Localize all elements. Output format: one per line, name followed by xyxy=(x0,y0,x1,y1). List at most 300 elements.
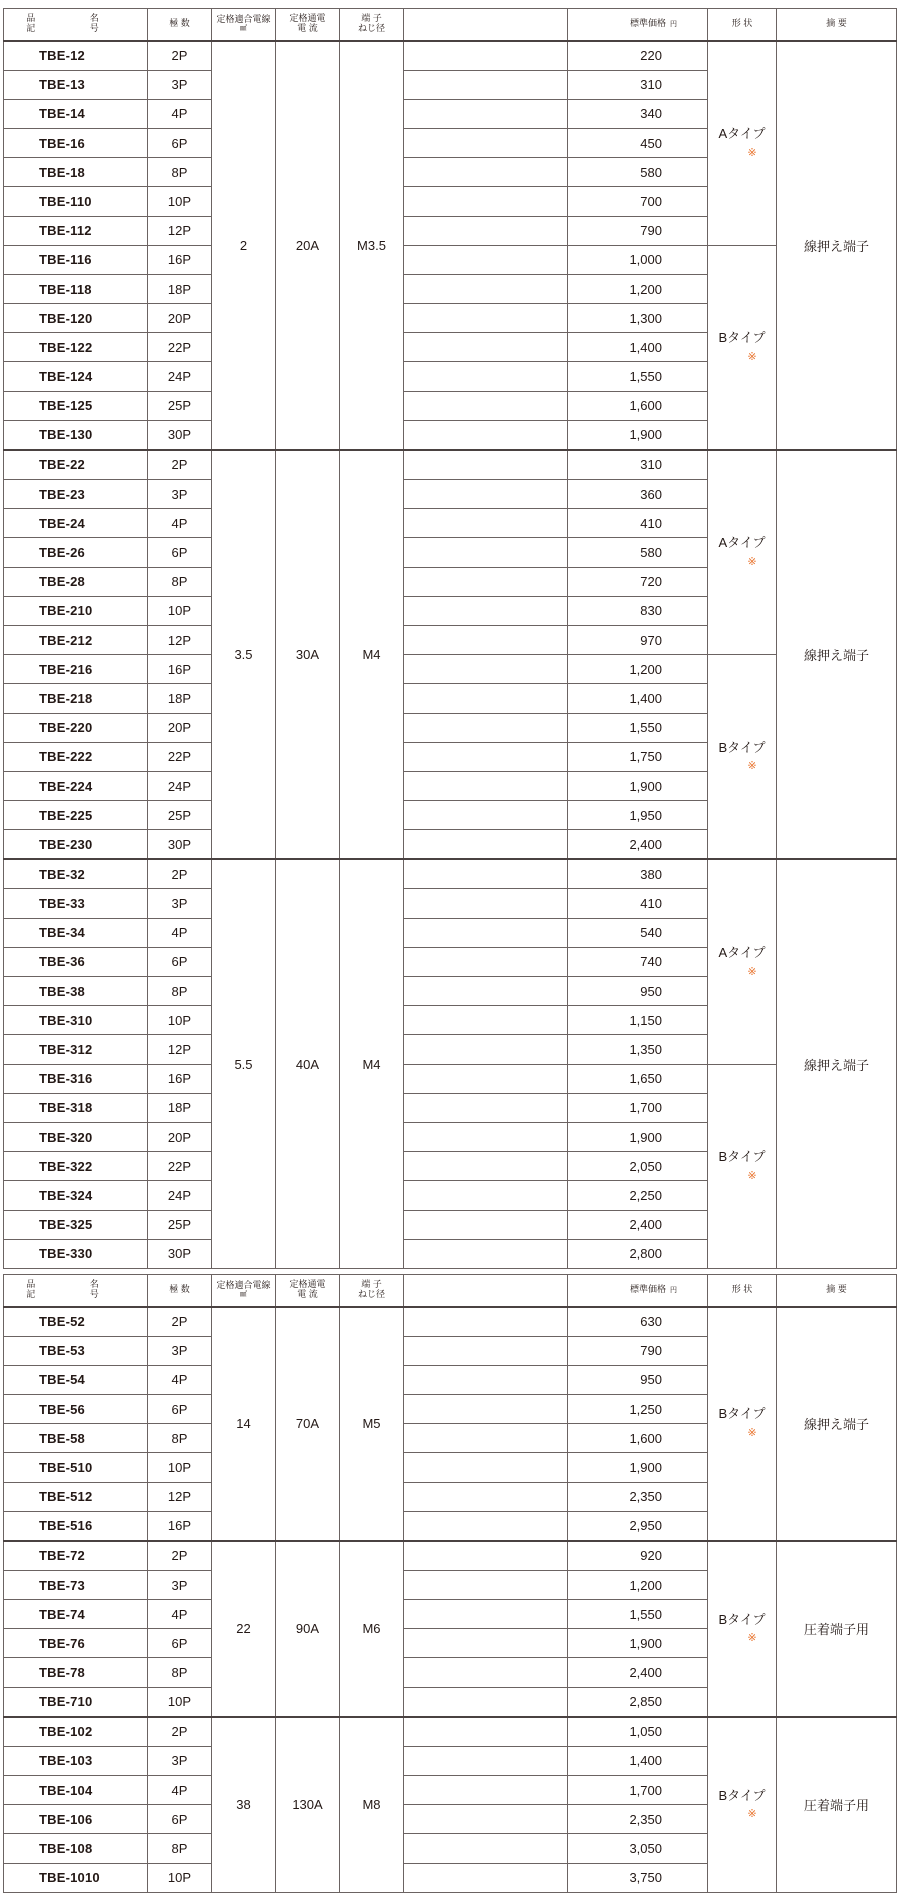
standard-price: 2,400 xyxy=(568,1658,708,1687)
pole-count: 6P xyxy=(148,947,212,976)
standard-price: 700 xyxy=(568,187,708,216)
model-code: TBE-110 xyxy=(4,187,148,216)
pole-count: 4P xyxy=(148,1365,212,1394)
wire-size: 5.5 xyxy=(212,859,276,1268)
model-code: TBE-76 xyxy=(4,1629,148,1658)
standard-price: 360 xyxy=(568,480,708,509)
standard-price: 970 xyxy=(568,625,708,654)
pole-count: 6P xyxy=(148,1805,212,1834)
pole-count: 8P xyxy=(148,567,212,596)
blank-cell xyxy=(404,128,568,157)
pole-count: 2P xyxy=(148,1307,212,1337)
model-code: TBE-512 xyxy=(4,1482,148,1511)
note-text: 圧着端子用 xyxy=(777,1541,897,1717)
blank-cell xyxy=(404,625,568,654)
model-code: TBE-112 xyxy=(4,216,148,245)
model-code: TBE-58 xyxy=(4,1424,148,1453)
header-wire-label: 定格適合電線 xyxy=(216,14,271,25)
pole-count: 3P xyxy=(148,1570,212,1599)
standard-price: 830 xyxy=(568,596,708,625)
standard-price: 740 xyxy=(568,947,708,976)
blank-cell xyxy=(404,1863,568,1892)
model-code: TBE-53 xyxy=(4,1336,148,1365)
standard-price: 1,000 xyxy=(568,245,708,274)
standard-price: 3,750 xyxy=(568,1863,708,1892)
standard-price: 2,350 xyxy=(568,1805,708,1834)
blank-cell xyxy=(404,1453,568,1482)
standard-price: 1,700 xyxy=(568,1093,708,1122)
model-code: TBE-225 xyxy=(4,801,148,830)
note-mark: ※ xyxy=(747,1632,757,1645)
pole-count: 8P xyxy=(148,1834,212,1863)
standard-price: 1,400 xyxy=(568,1746,708,1775)
header-shape: 形 状 xyxy=(708,9,777,41)
wire-size: 3.5 xyxy=(212,450,276,859)
shape-label: Aタイプ xyxy=(718,535,766,551)
header-price-unit: 円 xyxy=(670,21,677,29)
standard-price: 1,550 xyxy=(568,362,708,391)
screw-size: M5 xyxy=(340,1307,404,1541)
model-code: TBE-34 xyxy=(4,918,148,947)
shape-label: Bタイプ xyxy=(718,1149,766,1165)
model-code: TBE-310 xyxy=(4,1006,148,1035)
blank-cell xyxy=(404,1006,568,1035)
rated-current: 130A xyxy=(276,1717,340,1893)
standard-price: 1,550 xyxy=(568,713,708,742)
header-price-label: 標準価格 xyxy=(629,1284,666,1295)
model-code: TBE-104 xyxy=(4,1776,148,1805)
standard-price: 410 xyxy=(568,509,708,538)
screw-size: M4 xyxy=(340,859,404,1268)
model-code: TBE-324 xyxy=(4,1181,148,1210)
pole-count: 10P xyxy=(148,1006,212,1035)
blank-cell xyxy=(404,1776,568,1805)
standard-price: 3,050 xyxy=(568,1834,708,1863)
header-current xyxy=(276,9,340,41)
standard-price: 580 xyxy=(568,538,708,567)
standard-price: 1,750 xyxy=(568,742,708,771)
shape-label: Bタイプ xyxy=(718,1611,766,1627)
standard-price: 1,900 xyxy=(568,1453,708,1482)
pole-count: 2P xyxy=(148,41,212,71)
model-code: TBE-118 xyxy=(4,274,148,303)
shape-type xyxy=(708,1541,777,1717)
pole-count: 30P xyxy=(148,420,212,450)
standard-price: 2,400 xyxy=(568,1210,708,1239)
model-code: TBE-125 xyxy=(4,391,148,420)
note-mark: ※ xyxy=(747,760,757,773)
standard-price: 1,550 xyxy=(568,1600,708,1629)
note-text: 圧着端子用 xyxy=(777,1717,897,1893)
model-code: TBE-318 xyxy=(4,1093,148,1122)
pole-count: 24P xyxy=(148,771,212,800)
blank-cell xyxy=(404,567,568,596)
pole-count: 4P xyxy=(148,1600,212,1629)
header-screw-line1: 端 子 xyxy=(361,1279,382,1290)
header-price-unit: 円 xyxy=(670,1287,677,1295)
blank-cell xyxy=(404,889,568,918)
blank-cell xyxy=(404,41,568,71)
standard-price: 2,950 xyxy=(568,1511,708,1541)
blank-cell xyxy=(404,977,568,1006)
standard-price: 1,400 xyxy=(568,333,708,362)
table-row xyxy=(4,655,897,684)
model-code: TBE-222 xyxy=(4,742,148,771)
pole-count: 8P xyxy=(148,1658,212,1687)
note-mark: ※ xyxy=(747,1169,757,1182)
header-row xyxy=(4,1275,897,1307)
standard-price: 2,250 xyxy=(568,1181,708,1210)
header-wire xyxy=(212,9,276,41)
blank-cell xyxy=(404,801,568,830)
model-code: TBE-73 xyxy=(4,1570,148,1599)
standard-price: 380 xyxy=(568,859,708,889)
pole-count: 3P xyxy=(148,889,212,918)
standard-price: 1,200 xyxy=(568,1570,708,1599)
blank-cell xyxy=(404,450,568,480)
model-code: TBE-26 xyxy=(4,538,148,567)
rated-current: 20A xyxy=(276,41,340,450)
blank-cell xyxy=(404,1482,568,1511)
pole-count: 4P xyxy=(148,99,212,128)
header-price xyxy=(568,9,708,41)
blank-cell xyxy=(404,1152,568,1181)
model-code: TBE-218 xyxy=(4,684,148,713)
rated-current: 70A xyxy=(276,1307,340,1541)
model-code: TBE-216 xyxy=(4,655,148,684)
shape-type xyxy=(708,1717,777,1893)
standard-price: 1,200 xyxy=(568,274,708,303)
model-code: TBE-24 xyxy=(4,509,148,538)
note-mark: ※ xyxy=(747,556,757,569)
model-code: TBE-322 xyxy=(4,1152,148,1181)
blank-cell xyxy=(404,1600,568,1629)
pole-count: 10P xyxy=(148,1687,212,1717)
blank-cell xyxy=(404,304,568,333)
shape-type xyxy=(708,450,777,655)
shape-label: Bタイプ xyxy=(718,739,766,755)
blank-cell xyxy=(404,333,568,362)
standard-price: 1,900 xyxy=(568,771,708,800)
model-code: TBE-710 xyxy=(4,1687,148,1717)
standard-price: 2,400 xyxy=(568,830,708,860)
standard-price: 1,900 xyxy=(568,1122,708,1151)
model-code: TBE-102 xyxy=(4,1717,148,1747)
header-screw xyxy=(340,1275,404,1307)
model-code: TBE-210 xyxy=(4,596,148,625)
model-code: TBE-212 xyxy=(4,625,148,654)
screw-size: M6 xyxy=(340,1541,404,1717)
pole-count: 4P xyxy=(148,1776,212,1805)
blank-cell xyxy=(404,1181,568,1210)
header-note: 摘 要 xyxy=(777,9,897,41)
pole-count: 20P xyxy=(148,1122,212,1151)
standard-price: 2,050 xyxy=(568,1152,708,1181)
standard-price: 1,900 xyxy=(568,420,708,450)
screw-size: M8 xyxy=(340,1717,404,1893)
blank-cell xyxy=(404,596,568,625)
model-code: TBE-320 xyxy=(4,1122,148,1151)
pole-count: 3P xyxy=(148,1336,212,1365)
standard-price: 1,600 xyxy=(568,1424,708,1453)
standard-price: 220 xyxy=(568,41,708,71)
pole-count: 24P xyxy=(148,362,212,391)
header-wire-label: 定格適合電線 xyxy=(216,1280,271,1291)
standard-price: 1,900 xyxy=(568,1629,708,1658)
model-code: TBE-312 xyxy=(4,1035,148,1064)
blank-cell xyxy=(404,1210,568,1239)
pole-count: 12P xyxy=(148,216,212,245)
standard-price: 310 xyxy=(568,450,708,480)
model-code: TBE-1010 xyxy=(4,1863,148,1892)
header-price xyxy=(568,1275,708,1307)
standard-price: 1,950 xyxy=(568,801,708,830)
pole-count: 6P xyxy=(148,128,212,157)
pole-count: 6P xyxy=(148,1394,212,1423)
header-poles: 極 数 xyxy=(148,1275,212,1307)
pole-count: 8P xyxy=(148,977,212,1006)
model-code: TBE-38 xyxy=(4,977,148,1006)
model-code: TBE-116 xyxy=(4,245,148,274)
shape-type xyxy=(708,1064,777,1268)
model-code: TBE-330 xyxy=(4,1239,148,1268)
pole-count: 18P xyxy=(148,274,212,303)
screw-size: M4 xyxy=(340,450,404,859)
standard-price: 1,400 xyxy=(568,684,708,713)
model-code: TBE-120 xyxy=(4,304,148,333)
blank-cell xyxy=(404,70,568,99)
standard-price: 540 xyxy=(568,918,708,947)
pole-count: 18P xyxy=(148,684,212,713)
standard-price: 450 xyxy=(568,128,708,157)
model-code: TBE-516 xyxy=(4,1511,148,1541)
model-code: TBE-224 xyxy=(4,771,148,800)
model-code: TBE-325 xyxy=(4,1210,148,1239)
pole-count: 6P xyxy=(148,538,212,567)
table-row xyxy=(4,1307,897,1337)
blank-cell xyxy=(404,859,568,889)
pole-count: 25P xyxy=(148,801,212,830)
standard-price: 1,700 xyxy=(568,1776,708,1805)
blank-cell xyxy=(404,274,568,303)
pole-count: 4P xyxy=(148,918,212,947)
wire-size: 14 xyxy=(212,1307,276,1541)
blank-cell xyxy=(404,1629,568,1658)
model-code: TBE-108 xyxy=(4,1834,148,1863)
standard-price: 920 xyxy=(568,1541,708,1571)
table-row xyxy=(4,450,897,480)
blank-cell xyxy=(404,1394,568,1423)
note-text: 線押え端子 xyxy=(777,1307,897,1541)
header-current-line1: 定格通電 xyxy=(289,13,326,24)
standard-price: 340 xyxy=(568,99,708,128)
header-screw-line2: ねじ径 xyxy=(357,1289,385,1300)
model-code: TBE-316 xyxy=(4,1064,148,1093)
blank-cell xyxy=(404,1541,568,1571)
pole-count: 10P xyxy=(148,1453,212,1482)
rated-current: 90A xyxy=(276,1541,340,1717)
model-code: TBE-12 xyxy=(4,41,148,71)
model-code: TBE-14 xyxy=(4,99,148,128)
rated-current: 40A xyxy=(276,859,340,1268)
model-code: TBE-230 xyxy=(4,830,148,860)
pole-count: 4P xyxy=(148,509,212,538)
shape-type xyxy=(708,41,777,246)
blank-cell xyxy=(404,1687,568,1717)
blank-cell xyxy=(404,391,568,420)
pole-count: 25P xyxy=(148,1210,212,1239)
blank-cell xyxy=(404,362,568,391)
blank-cell xyxy=(404,742,568,771)
blank-cell xyxy=(404,684,568,713)
model-code: TBE-54 xyxy=(4,1365,148,1394)
pole-count: 22P xyxy=(148,1152,212,1181)
shape-label: Bタイプ xyxy=(718,330,766,346)
blank-cell xyxy=(404,1365,568,1394)
blank-cell xyxy=(404,1122,568,1151)
header-wire xyxy=(212,1275,276,1307)
standard-price: 2,800 xyxy=(568,1239,708,1268)
pole-count: 2P xyxy=(148,859,212,889)
blank-cell xyxy=(404,1239,568,1268)
model-code: TBE-122 xyxy=(4,333,148,362)
model-code: TBE-56 xyxy=(4,1394,148,1423)
standard-price: 1,650 xyxy=(568,1064,708,1093)
pole-count: 25P xyxy=(148,391,212,420)
blank-cell xyxy=(404,187,568,216)
header-current-line2: 電 流 xyxy=(297,1289,318,1300)
standard-price: 2,350 xyxy=(568,1482,708,1511)
header-row xyxy=(4,9,897,41)
shape-type xyxy=(708,655,777,860)
blank-cell xyxy=(404,158,568,187)
model-code: TBE-72 xyxy=(4,1541,148,1571)
pole-count: 18P xyxy=(148,1093,212,1122)
pole-count: 2P xyxy=(148,1717,212,1747)
model-code: TBE-78 xyxy=(4,1658,148,1687)
price-table-1 xyxy=(3,8,897,1269)
note-text: 線押え端子 xyxy=(777,41,897,450)
header-screw-line2: ねじ径 xyxy=(357,23,385,34)
pole-count: 8P xyxy=(148,158,212,187)
header-wire-unit: ㎟ xyxy=(240,25,247,33)
shape-label: Bタイプ xyxy=(718,1787,766,1803)
model-code: TBE-22 xyxy=(4,450,148,480)
standard-price: 1,350 xyxy=(568,1035,708,1064)
standard-price: 1,050 xyxy=(568,1717,708,1747)
table-row xyxy=(4,859,897,889)
pole-count: 3P xyxy=(148,1746,212,1775)
blank-cell xyxy=(404,1570,568,1599)
standard-price: 720 xyxy=(568,567,708,596)
wire-size: 2 xyxy=(212,41,276,450)
price-table-2 xyxy=(3,1274,897,1893)
model-code: TBE-74 xyxy=(4,1600,148,1629)
pole-count: 16P xyxy=(148,1064,212,1093)
blank-cell xyxy=(404,830,568,860)
blank-cell xyxy=(404,947,568,976)
model-code: TBE-103 xyxy=(4,1746,148,1775)
standard-price: 1,600 xyxy=(568,391,708,420)
blank-cell xyxy=(404,420,568,450)
header-shape: 形 状 xyxy=(708,1275,777,1307)
model-code: TBE-18 xyxy=(4,158,148,187)
blank-cell xyxy=(404,1717,568,1747)
pole-count: 2P xyxy=(148,450,212,480)
header-current xyxy=(276,1275,340,1307)
screw-size: M3.5 xyxy=(340,41,404,450)
pole-count: 30P xyxy=(148,830,212,860)
model-code: TBE-130 xyxy=(4,420,148,450)
standard-price: 2,850 xyxy=(568,1687,708,1717)
blank-cell xyxy=(404,1035,568,1064)
blank-cell xyxy=(404,1805,568,1834)
table-row xyxy=(4,41,897,71)
blank-cell xyxy=(404,1424,568,1453)
blank-cell xyxy=(404,1658,568,1687)
header-wire-unit: ㎟ xyxy=(240,1291,247,1299)
standard-price: 580 xyxy=(568,158,708,187)
model-code: TBE-106 xyxy=(4,1805,148,1834)
wire-size: 22 xyxy=(212,1541,276,1717)
blank-cell xyxy=(404,1511,568,1541)
rated-current: 30A xyxy=(276,450,340,859)
header-price-label: 標準価格 xyxy=(629,18,666,29)
header-blank xyxy=(404,9,568,41)
model-code: TBE-13 xyxy=(4,70,148,99)
note-mark: ※ xyxy=(747,350,757,363)
standard-price: 630 xyxy=(568,1307,708,1337)
shape-type xyxy=(708,1307,777,1541)
header-current-line2: 電 流 xyxy=(297,23,318,34)
pole-count: 30P xyxy=(148,1239,212,1268)
table-row xyxy=(4,1541,897,1571)
note-mark: ※ xyxy=(747,1427,757,1440)
blank-cell xyxy=(404,245,568,274)
pole-count: 20P xyxy=(148,713,212,742)
standard-price: 1,300 xyxy=(568,304,708,333)
blank-cell xyxy=(404,216,568,245)
shape-label: Aタイプ xyxy=(718,944,766,960)
header-poles: 極 数 xyxy=(148,9,212,41)
pole-count: 16P xyxy=(148,1511,212,1541)
model-code: TBE-16 xyxy=(4,128,148,157)
note-text: 線押え端子 xyxy=(777,859,897,1268)
blank-cell xyxy=(404,538,568,567)
note-mark: ※ xyxy=(747,146,757,159)
pole-count: 24P xyxy=(148,1181,212,1210)
pole-count: 22P xyxy=(148,742,212,771)
standard-price: 310 xyxy=(568,70,708,99)
blank-cell xyxy=(404,1064,568,1093)
blank-cell xyxy=(404,1307,568,1337)
standard-price: 950 xyxy=(568,977,708,1006)
model-code: TBE-23 xyxy=(4,480,148,509)
pole-count: 6P xyxy=(148,1629,212,1658)
standard-price: 1,150 xyxy=(568,1006,708,1035)
blank-cell xyxy=(404,1834,568,1863)
standard-price: 950 xyxy=(568,1365,708,1394)
model-code: TBE-33 xyxy=(4,889,148,918)
pole-count: 22P xyxy=(148,333,212,362)
pole-count: 2P xyxy=(148,1541,212,1571)
shape-label: Aタイプ xyxy=(718,125,766,141)
pole-count: 12P xyxy=(148,1482,212,1511)
pole-count: 10P xyxy=(148,187,212,216)
table-row xyxy=(4,245,897,274)
standard-price: 790 xyxy=(568,216,708,245)
header-screw xyxy=(340,9,404,41)
